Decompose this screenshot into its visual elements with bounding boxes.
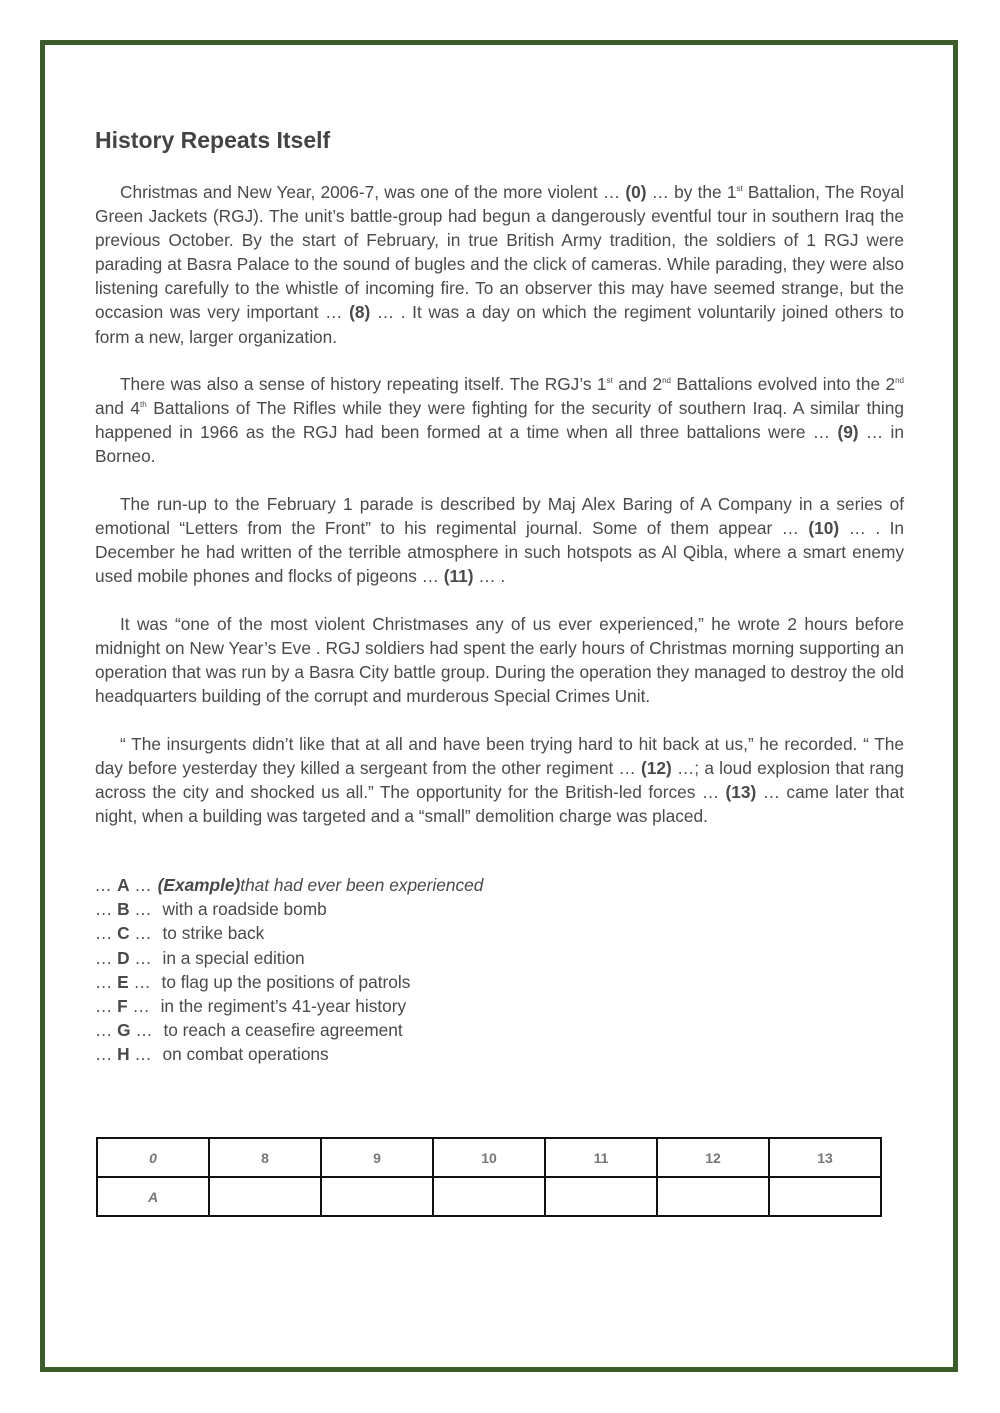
text-segment: … came later that night, when a building was targeted and a “small” demolition charge was placed. (95, 781, 904, 827)
dots: … (95, 875, 113, 895)
paragraph (95, 732, 904, 828)
question-number-cell: 12 (657, 1138, 769, 1177)
ordinal-suffix: st (736, 184, 743, 193)
option-letter: E (117, 971, 129, 992)
dots: … (134, 923, 152, 944)
question-number-cell: 9 (321, 1138, 433, 1177)
dots: … (134, 875, 152, 895)
paragraph (95, 372, 904, 468)
text-segment: … by the 1 (646, 182, 737, 202)
dots: … (132, 996, 150, 1017)
option-letter: F (117, 996, 128, 1017)
question-number-cell: 13 (769, 1138, 881, 1177)
question-number-cell: 8 (209, 1138, 321, 1177)
text-segment: Christmas and New Year, 2006-7, was one of the more violent … (120, 182, 626, 202)
answer-cell[interactable] (433, 1177, 545, 1216)
option-letter: C (117, 923, 130, 944)
text-segment: and 4 (95, 398, 141, 419)
option-item (95, 873, 483, 897)
option-text: on combat operations (162, 1044, 329, 1065)
text-segment: and 2 (612, 374, 663, 395)
paragraph (95, 180, 904, 349)
text-segment: Battalions of The Rifles while they were fighting for the security of southern Iraq. A similar thing happened in 1966 as the RGJ had been formed at a time when all three battalions were … (95, 398, 904, 443)
text-segment: Battalion, The Royal Green Jackets (RGJ). The unit’s battle-group had begun a dangerously eventful tour in southern Iraq the previous October. By the start of February, in true British Army tradition, the soldiers of 1 RGJ were parading at Basra Palace to the sound of bugles and the click of cameras. While parading, they were also listening carefully to the whistle of incoming fire. To an observer this may have seemed strange, but the occasion was very important … (95, 182, 905, 323)
answer-cell[interactable] (321, 1177, 433, 1216)
answer-table-answer-row (97, 1177, 881, 1216)
gap-marker: (0) (625, 182, 647, 202)
dots: … (95, 996, 113, 1017)
paragraph (95, 612, 904, 708)
text-segment: The run-up to the February 1 parade is described by Maj Alex Baring of A Company in a series of emotional “Letters from the Front” to his regimental journal. Some of them appear … (95, 494, 904, 539)
gap-marker: (13) (725, 781, 757, 802)
option-letter: D (117, 947, 130, 968)
reading-text (95, 180, 904, 852)
option-item (95, 921, 483, 945)
dots: … (95, 947, 113, 968)
question-number-cell: 0 (97, 1138, 209, 1177)
option-item (95, 1042, 483, 1066)
text-segment: … . In December he had written of the terrible atmosphere in such hotspots as Al Qibla, where a smart enemy used mobile phones and flocks of pigeons … (95, 518, 904, 587)
text-segment: It was “one of the most violent Christmases any of us ever experienced,” he wrote 2 hours before midnight on New Year’s Eve . RGJ soldiers had spent the early hours of Christmas morning supporting an operation that was run by a Basra City battle group. During the operation they managed to destroy the old headquarters building of the corrupt and murderous Special Crimes Unit. (95, 613, 904, 707)
question-number-cell: 11 (545, 1138, 657, 1177)
text-segment: “ The insurgents didn’t like that at all and have been trying hard to hit back at us,” he recorded. “ The day before yesterday they killed a sergeant from the other regiment … (95, 733, 904, 778)
text-segment: … in Borneo. (95, 422, 905, 467)
option-text: with a roadside bomb (162, 899, 327, 920)
text-segment: Battalions evolved into the 2 (671, 374, 896, 395)
answer-cell[interactable] (657, 1177, 769, 1216)
dots: … (133, 971, 151, 992)
question-number-cell: 10 (433, 1138, 545, 1177)
dots: … (95, 923, 113, 944)
answer-cell[interactable] (209, 1177, 321, 1216)
option-letter: H (117, 1044, 130, 1065)
option-text: to flag up the positions of patrols (161, 971, 411, 992)
option-item (95, 970, 483, 994)
text-segment: …; a loud explosion that rang across the city and shocked us all.” The opportunity for the British-led forces … (95, 757, 904, 802)
text-segment: … . It was a day on which the regiment voluntarily joined others to form a new, larger organization. (95, 302, 904, 347)
dots: … (135, 1020, 153, 1041)
dots: … (95, 1044, 113, 1065)
option-item (95, 1018, 483, 1042)
option-text: to strike back (162, 923, 265, 944)
option-item (95, 897, 483, 921)
text-segment: There was also a sense of history repeating itself. The RGJ’s 1 (120, 374, 607, 395)
options-list (95, 873, 483, 1067)
option-letter: B (117, 899, 130, 920)
gap-marker: (11) (443, 566, 474, 587)
gap-marker: (9) (837, 422, 859, 443)
answer-cell: A (97, 1177, 209, 1216)
answer-table (96, 1137, 882, 1217)
dots: … (95, 899, 113, 920)
answer-cell[interactable] (545, 1177, 657, 1216)
worksheet-title: History Repeats Itself (95, 127, 331, 153)
paragraph (95, 492, 904, 588)
example-label: (Example) (157, 875, 241, 895)
option-item (95, 946, 483, 970)
ordinal-suffix: nd (895, 376, 905, 386)
option-text: in a special edition (162, 947, 305, 968)
answer-table-header-row (97, 1138, 881, 1177)
dots: … (134, 947, 152, 968)
gap-marker: (12) (641, 757, 672, 778)
option-text: that had ever been experienced (240, 875, 484, 895)
dots: … (95, 971, 113, 992)
ordinal-suffix: st (606, 376, 613, 386)
option-letter: G (117, 1020, 131, 1041)
option-letter: A (117, 875, 130, 895)
text-segment: … . (473, 566, 506, 587)
ordinal-suffix: nd (662, 376, 671, 386)
option-text: to reach a ceasefire agreement (163, 1020, 403, 1041)
gap-marker: (10) (808, 518, 840, 539)
option-item (95, 994, 483, 1018)
gap-marker: (8) (349, 302, 371, 323)
option-text: in the regiment’s 41-year history (160, 996, 407, 1017)
ordinal-suffix: th (140, 400, 147, 410)
answer-cell[interactable] (769, 1177, 881, 1216)
dots: … (95, 1020, 113, 1041)
dots: … (134, 899, 152, 920)
dots: … (134, 1044, 152, 1065)
